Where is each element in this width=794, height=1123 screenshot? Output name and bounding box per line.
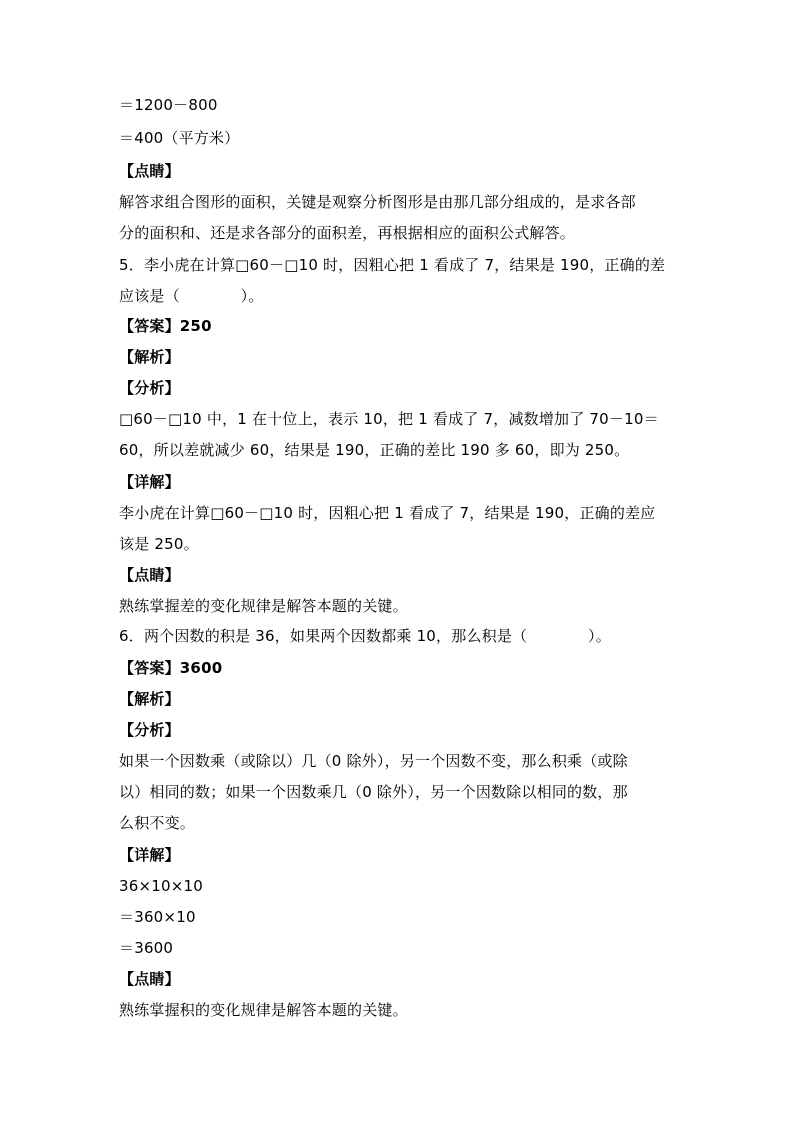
text-line: 如果一个因数乘（或除以）几（0 除外），另一个因数不变，那么积乘（或除	[119, 752, 628, 770]
section-heading: 【点睛】	[119, 970, 180, 988]
text-line: 60，所以差就减少 60，结果是 190，正确的差比 190 多 60，即为 250。	[119, 441, 630, 459]
text-line: 李小虎在计算□60－□10 时，因粗心把 1 看成了 7，结果是 190，正确的差应	[119, 504, 656, 522]
text-line: 该是 250。	[119, 535, 199, 553]
text-line: 解答求组合图形的面积，关键是观察分析图形是由那几部分组成的，是求各部	[119, 193, 636, 211]
section-heading: 【详解】	[119, 473, 180, 491]
equation-line: ＝1200－800	[119, 96, 218, 114]
section-heading: 【解析】	[119, 690, 180, 708]
answer-line: 【答案】3600	[119, 659, 223, 677]
text-line: 分的面积和、还是求各部分的面积差，再根据相应的面积公式解答。	[119, 224, 576, 242]
question-text: 应该是（ ）。	[119, 287, 264, 305]
equation-line: 36×10×10	[119, 877, 203, 895]
section-heading: 【点睛】	[119, 162, 180, 180]
question-text: 5．李小虎在计算□60－□10 时，因粗心把 1 看成了 7，结果是 190，正确的差	[119, 256, 666, 274]
section-heading: 【详解】	[119, 846, 180, 864]
text-line: 以）相同的数；如果一个因数乘几（0 除外），另一个因数除以相同的数，那	[119, 783, 628, 801]
text-line: 么积不变。	[119, 814, 196, 832]
text-line: 熟练掌握积的变化规律是解答本题的关键。	[119, 1001, 408, 1019]
section-heading: 【分析】	[119, 721, 180, 739]
text-line: 熟练掌握差的变化规律是解答本题的关键。	[119, 597, 408, 615]
equation-line: ＝400（平方米）	[119, 129, 240, 147]
text-line: □60－□10 中，1 在十位上，表示 10，把 1 看成了 7，减数增加了 70－10＝	[119, 410, 659, 428]
question-text: 6．两个因数的积是 36，如果两个因数都乘 10，那么积是（ ）。	[119, 627, 611, 645]
section-heading: 【分析】	[119, 379, 180, 397]
equation-line: ＝3600	[119, 939, 174, 957]
equation-line: ＝360×10	[119, 908, 196, 926]
section-heading: 【点睛】	[119, 566, 180, 584]
section-heading: 【解析】	[119, 348, 180, 366]
answer-line: 【答案】250	[119, 317, 212, 335]
